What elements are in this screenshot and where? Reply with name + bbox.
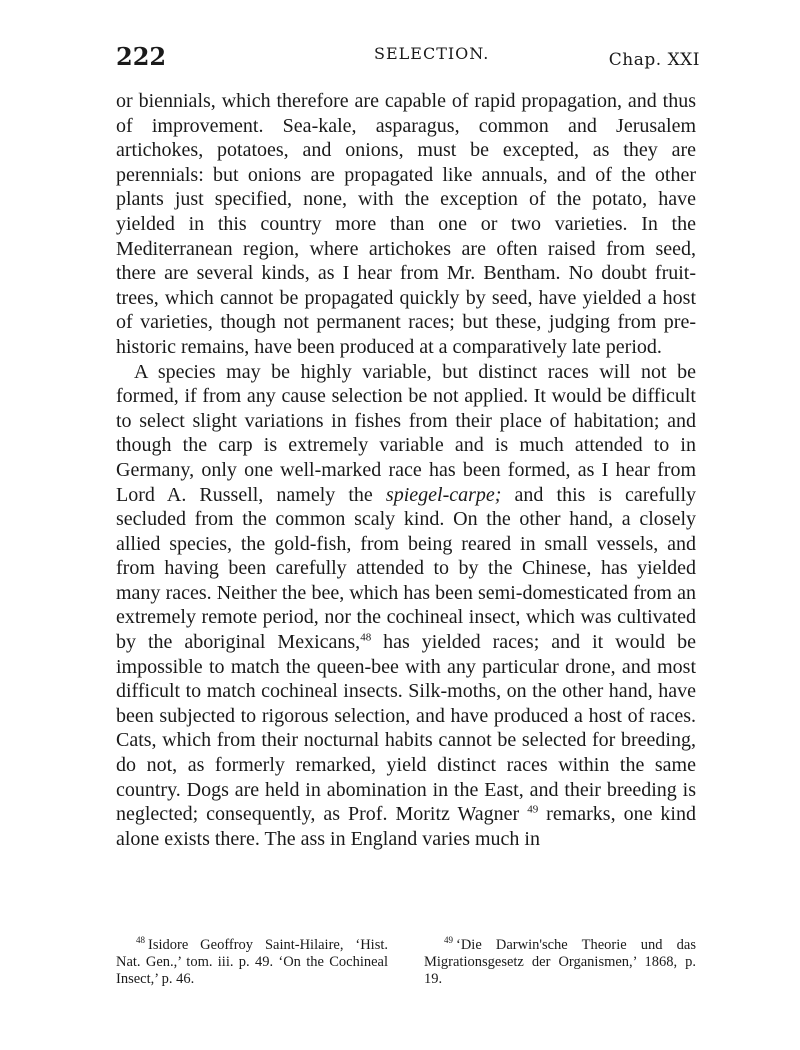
italic-term: spiegel-carpe;: [385, 483, 502, 506]
paragraph-continuation: or biennials, which therefore are capable of rapid propagation, and thus of improvement. Sea-kale, asparagus, common and Jerusalem artichokes, potatoes, and onions, must be excepted, as they are perennials: but onions are propagated like annuals, and of the other plants just specified, none, with the exception of the potato, have yielded in this country more than one or two varieties. In the Mediterranean region, where artichokes are often raised from seed, there are several kinds, as I hear from Mr. Bentham. No doubt fruit-trees, which cannot be propagated quickly by seed, have yielded a host of varieties, though not permanent races; but these, judging from pre-historic remains, have been produced at a comparatively late period.: [116, 90, 696, 358]
footnote: [424, 937, 696, 988]
paragraph-text: and this is carefully secluded from the common scaly kind. On the other hand, a closely allied species, the gold-fish, from being reared in small vessels, and from having been carefully attended to by the Chinese, has yielded many races. Neither the bee, which has been semi-domesticated from an extremely remote period, nor the cochineal insect, which was cultivated by the aboriginal Mexicans,: [116, 483, 697, 654]
footnote-ref-49: 49: [527, 803, 539, 816]
footnote-ref-48: 48: [360, 631, 372, 644]
footnotes: [116, 937, 696, 988]
paragraph-species: [116, 360, 696, 852]
page-number: 222: [116, 42, 167, 71]
body-text: [116, 89, 696, 851]
footnote-text: Isidore Geoffroy Saint-Hilaire, ‘Hist. Nat. Gen.,’ tom. iii. p. 49. ‘On the Cochineal Insect,’ p. 46.: [116, 937, 388, 987]
footnote-number: 48: [136, 935, 145, 946]
footnote-number: 49: [444, 935, 453, 946]
footnote: [116, 937, 388, 988]
chapter-label: Chap. XXI: [608, 50, 700, 70]
paragraph-text: has yielded races; and it would be impossible to match the queen-bee with any particular drone, and most difficult to match cochineal insects. Silk-moths, on the other hand, have been subjected to rigorous selection, and have produced a host of races. Cats, which from their nocturnal habits cannot be selected for breeding, do not, as formerly remarked, yield distinct races within the same country. Dogs are held in abomination in the East, and their breeding is neglected; consequently, as Prof. Moritz Wagner: [116, 631, 696, 826]
footnote-text: ‘Die Darwin'sche Theorie und das Migrationsgesetz der Organismen,’ 1868, p. 19.: [424, 937, 696, 987]
page-header: [116, 42, 700, 76]
running-title: SELECTION.: [374, 44, 490, 63]
paragraph-text: remarks, one kind alone exists there. The ass in England varies much in: [116, 803, 696, 850]
paragraph-text: A species may be highly variable, but distinct races will not be formed, if from any cause selection be not applied. It would be difficult to select slight variations in fishes from their place of habitation; and though the carp is extremely variable and is much attended to in Germany, only one well-marked race has been formed, as I hear from Lord A. Russell, namely the: [116, 360, 696, 506]
